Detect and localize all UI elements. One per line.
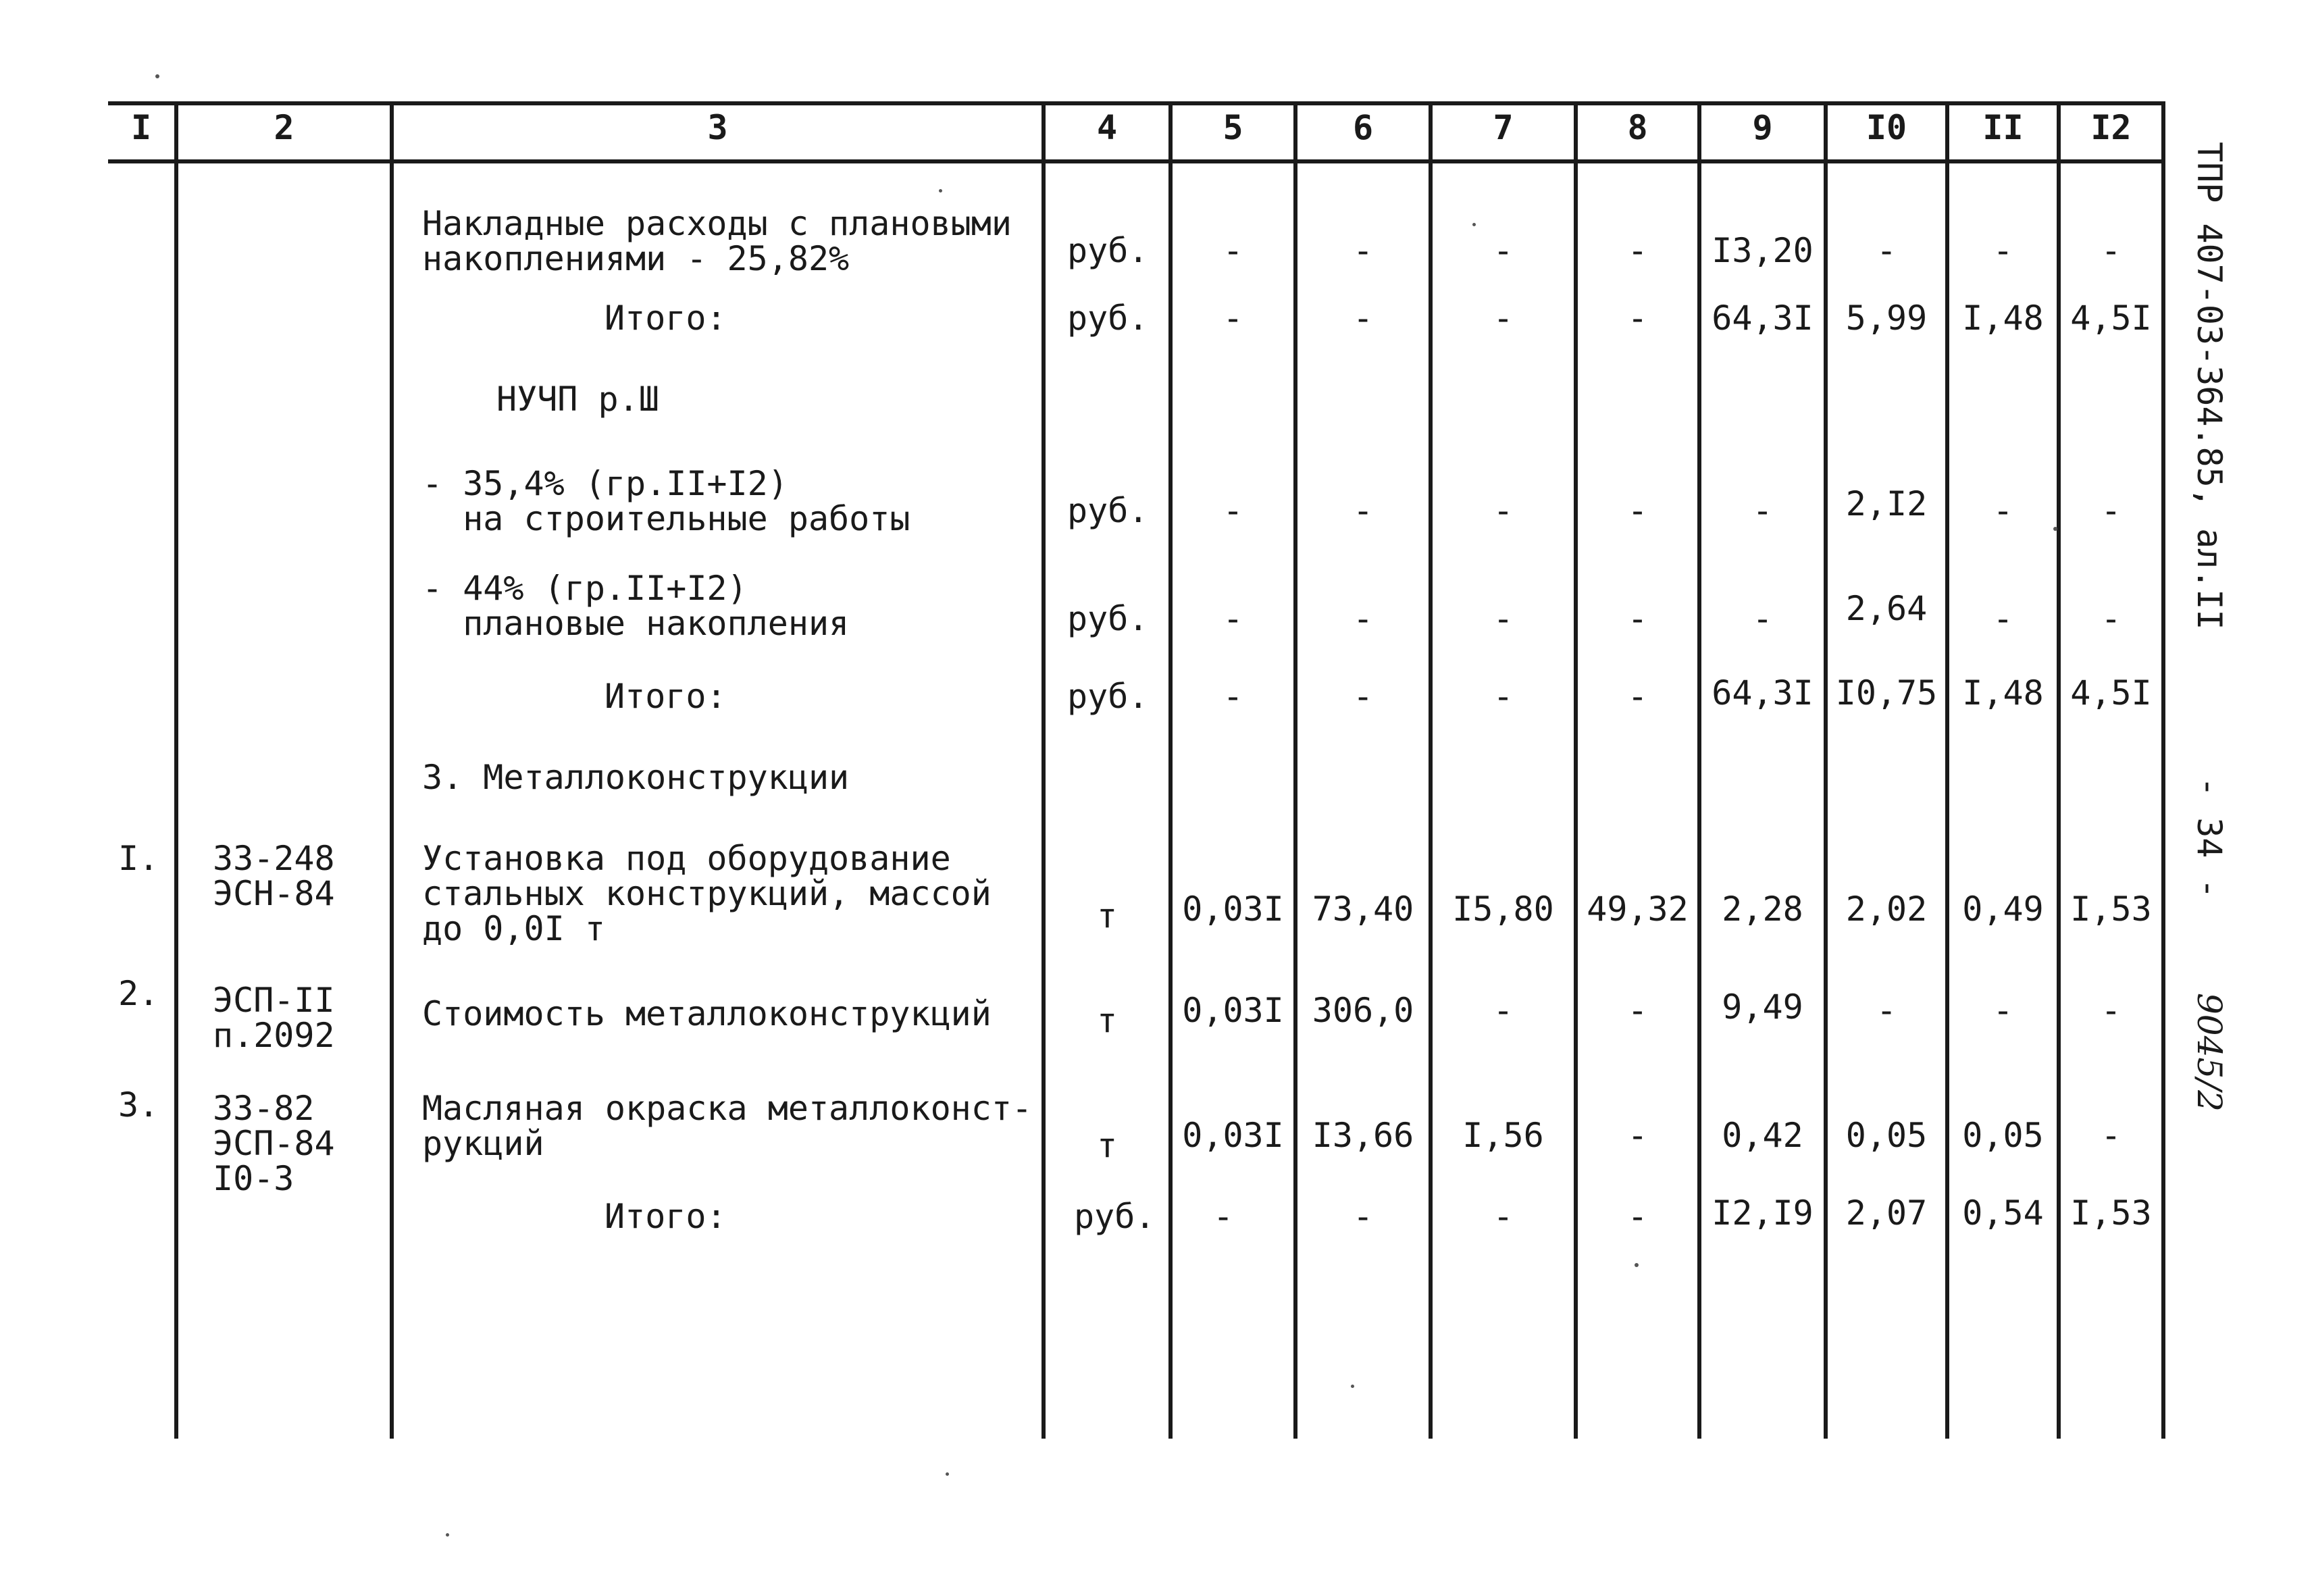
header-col-9: 9 [1752, 108, 1773, 147]
table-cell: 0,05 [1845, 1116, 1928, 1155]
scan-speck [1351, 1385, 1354, 1388]
table-cell: - [1212, 1197, 1234, 1236]
table-cell: - [1352, 231, 1374, 270]
table-cell: I2,I9 [1712, 1193, 1814, 1233]
header-col-3: 3 [707, 108, 728, 147]
column-divider-3 [1042, 101, 1046, 1439]
table-cell: I,48 [1962, 673, 2044, 713]
column-divider-1 [174, 101, 178, 1439]
scan-speck [946, 1472, 949, 1476]
table-cell: I5,80 [1452, 890, 1554, 929]
table-cell: 4,5I [2070, 299, 2152, 338]
top-rule [108, 101, 2165, 105]
table-cell: - [1493, 599, 1514, 638]
table-cell: - [1627, 677, 1648, 716]
table-row-name: Установка под оборудование стальных конструкций, массой до 0,0I т [422, 839, 992, 948]
table-cell: - [1876, 231, 1897, 270]
header-col-1: I [130, 108, 152, 147]
header-col-7: 7 [1493, 108, 1514, 147]
table-cell-unit: руб. [1074, 1197, 1156, 1236]
table-row-name: - 44% (гр.II+I2) плановые накопления [422, 569, 850, 643]
table-row-number: 3. [118, 1085, 159, 1125]
table-cell: - [1493, 299, 1514, 338]
table-cell: I,48 [1962, 299, 2044, 338]
table-cell: - [1352, 491, 1374, 530]
table-cell: - [1352, 677, 1374, 716]
table-cell: - [1627, 599, 1648, 638]
handwritten-number: 9045/2 [2190, 993, 2229, 1112]
table-cell: - [1627, 1197, 1648, 1236]
table-cell: 64,3I [1712, 299, 1814, 338]
table-cell: 49,32 [1587, 890, 1689, 929]
table-cell: 306,0 [1312, 991, 1414, 1030]
table-row-code: ЭСП-II п.2092 [213, 981, 335, 1055]
table-row-name: Масляная окраска металлоконст- рукций [422, 1089, 1033, 1163]
table-cell: - [1992, 491, 2013, 530]
table-cell: - [2101, 491, 2122, 530]
table-cell: 2,64 [1845, 589, 1928, 628]
table-cell: - [1223, 599, 1243, 638]
scan-speck [2053, 527, 2057, 531]
table-cell: - [1493, 1197, 1514, 1236]
table-row-number: I. [118, 839, 159, 878]
header-col-12: I2 [2090, 108, 2132, 147]
table-cell: - [1627, 491, 1648, 530]
table-cell: I,53 [2070, 1193, 2152, 1233]
column-divider-2 [390, 101, 394, 1439]
header-col-4: 4 [1096, 108, 1118, 147]
table-cell: - [2101, 1116, 2122, 1155]
scan-speck [155, 74, 159, 78]
table-cell: - [1752, 491, 1773, 530]
table-cell: - [1627, 231, 1648, 270]
page-number-vertical: - 34 - [2190, 777, 2229, 899]
table-cell: 0,49 [1962, 890, 2044, 929]
table-cell: - [2101, 991, 2122, 1030]
header-col-10: I0 [1866, 108, 1907, 147]
table-cell: 0,42 [1722, 1116, 1803, 1155]
table-row-name: Стоимость металлоконструкций [422, 994, 992, 1033]
table-cell: - [1223, 299, 1243, 338]
table-row-name: Итого: [605, 299, 727, 338]
table-cell: 9,49 [1722, 987, 1803, 1027]
table-cell: I3,66 [1312, 1116, 1414, 1155]
table-cell: - [1992, 991, 2013, 1030]
table-cell: - [1627, 299, 1648, 338]
table-row-name: Итого: [605, 1197, 727, 1236]
table-cell-unit: руб. [1067, 677, 1149, 716]
table-cell: - [1493, 991, 1514, 1030]
table-cell: I3,20 [1712, 231, 1814, 270]
table-cell: 5,99 [1845, 299, 1928, 338]
table-cell: - [1752, 599, 1773, 638]
table-cell: - [1992, 599, 2013, 638]
table-cell: 2,07 [1845, 1193, 1928, 1233]
table-cell: 0,03I [1182, 890, 1284, 929]
table-row-name: - 35,4% (гр.II+I2) на строительные работы [422, 464, 910, 538]
header-col-8: 8 [1627, 108, 1648, 147]
table-cell: 64,3I [1712, 673, 1814, 713]
table-cell: - [1627, 1116, 1648, 1155]
scan-speck [446, 1533, 449, 1537]
header-col-6: 6 [1352, 108, 1374, 147]
scan-speck [1472, 223, 1476, 226]
table-cell: 0,03I [1182, 991, 1284, 1030]
table-row-number: 2. [118, 974, 159, 1013]
header-bottom-rule [108, 159, 2165, 163]
table-cell: 0,05 [1962, 1116, 2044, 1155]
table-cell: - [1876, 991, 1897, 1030]
table-cell: - [2101, 231, 2122, 270]
table-cell: 0,03I [1182, 1116, 1284, 1155]
table-cell: - [1493, 677, 1514, 716]
table-cell: - [1352, 1197, 1374, 1236]
table-cell-unit: руб. [1067, 231, 1149, 270]
table-cell: - [1493, 491, 1514, 530]
table-row-name: НУЧП р.Ш [496, 380, 659, 419]
table-cell: I,56 [1462, 1116, 1544, 1155]
table-cell-unit: т [1096, 1126, 1118, 1165]
section-heading: 3. Металлоконструкции [422, 758, 850, 797]
table-row-code: 33-248 ЭСН-84 [213, 839, 335, 913]
scan-speck [1635, 1263, 1639, 1267]
table-cell: 2,28 [1722, 890, 1803, 929]
table-cell-unit: т [1096, 896, 1118, 935]
table-cell: - [1352, 299, 1374, 338]
table-cell: 2,I2 [1845, 484, 1928, 523]
table-cell-unit: руб. [1067, 491, 1149, 530]
table-cell-unit: руб. [1067, 299, 1149, 338]
table-cell: 4,5I [2070, 673, 2152, 713]
table-cell: - [1493, 231, 1514, 270]
table-cell: 73,40 [1312, 890, 1414, 929]
header-col-11: II [1982, 108, 2024, 147]
table-cell: - [1223, 677, 1243, 716]
table-cell-unit: руб. [1067, 599, 1149, 638]
table-row-name: Накладные расходы с плановыми накоплениями - 25,82% [422, 204, 1012, 278]
document-code-vertical: ТПР 407-03-364.85, ал.II [2190, 142, 2229, 630]
table-cell-unit: т [1096, 1001, 1118, 1040]
header-col-5: 5 [1223, 108, 1243, 147]
header-col-2: 2 [274, 108, 294, 147]
table-cell: - [1223, 491, 1243, 530]
scan-speck [939, 189, 942, 192]
table-cell: - [2101, 599, 2122, 638]
table-cell: I,53 [2070, 890, 2152, 929]
table-cell: 2,02 [1845, 890, 1928, 929]
table-cell: - [1992, 231, 2013, 270]
table-cell: - [1223, 231, 1243, 270]
table-row-name: Итого: [605, 677, 727, 716]
table-row-code: 33-82 ЭСП-84 I0-3 [213, 1089, 335, 1198]
table-cell: I0,75 [1835, 673, 1938, 713]
table-cell: 0,54 [1962, 1193, 2044, 1233]
column-divider-12 [2161, 101, 2165, 1439]
table-cell: - [1627, 991, 1648, 1030]
table-cell: - [1352, 599, 1374, 638]
